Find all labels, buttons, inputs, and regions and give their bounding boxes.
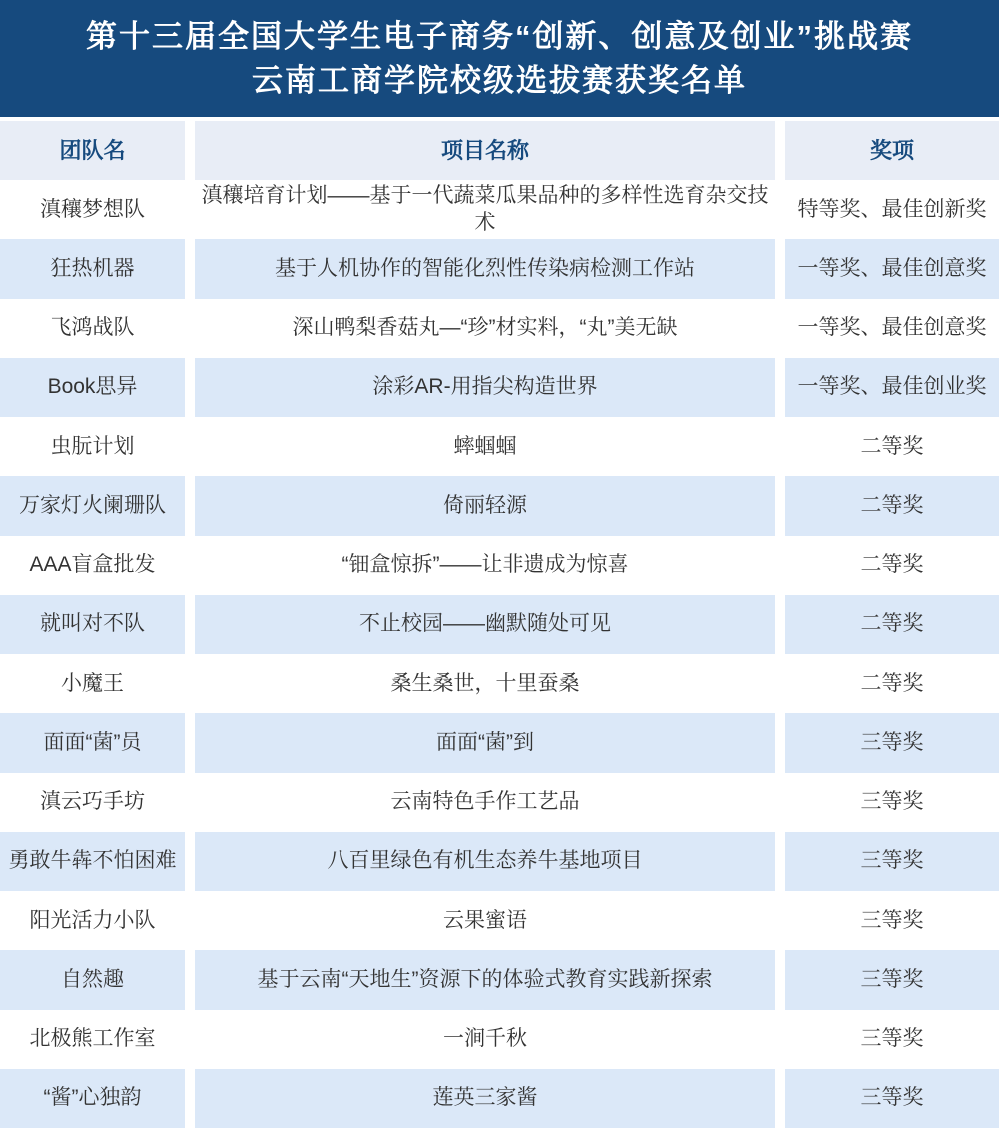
project-cell: 基于云南“天地生”资源下的体验式教育实践新探索 [195,950,775,1009]
table-row [0,536,999,595]
project-cell: 一涧千秋 [195,1010,775,1069]
award-cell: 三等奖 [785,950,999,1009]
award-cell: 三等奖 [785,773,999,832]
table-row [0,1069,999,1128]
team-cell: 自然趣 [0,950,185,1009]
project-cell: 云南特色手作工艺品 [195,773,775,832]
award-cell: 三等奖 [785,1010,999,1069]
team-cell: 万家灯火阑珊队 [0,476,185,535]
project-cell: 八百里绿色有机生态养牛基地项目 [195,832,775,891]
project-cell: 涂彩AR-用指尖构造世界 [195,358,775,417]
awards-table [0,121,999,1128]
table-row [0,713,999,772]
team-cell: 滇云巧手坊 [0,773,185,832]
table-row [0,358,999,417]
project-cell: 桑生桑世，十里蚕桑 [195,654,775,713]
team-cell: 阳光活力小队 [0,891,185,950]
award-cell: 二等奖 [785,476,999,535]
team-cell: “酱”心独韵 [0,1069,185,1128]
award-cell: 三等奖 [785,891,999,950]
table-row [0,417,999,476]
column-header-team: 团队名 [0,121,185,180]
table-row [0,595,999,654]
table-row [0,239,999,298]
column-header-project: 项目名称 [195,121,775,180]
team-cell: 虫朊计划 [0,417,185,476]
table-row [0,832,999,891]
project-cell: 滇穰培育计划——基于一代蔬菜瓜果品种的多样性选育杂交技术 [195,180,775,239]
team-cell: 小魔王 [0,654,185,713]
award-cell: 三等奖 [785,832,999,891]
award-cell: 二等奖 [785,654,999,713]
award-cell: 特等奖、最佳创新奖 [785,180,999,239]
table-body [0,180,999,1128]
team-cell: Book思异 [0,358,185,417]
project-cell: 基于人机协作的智能化烈性传染病检测工作站 [195,239,775,298]
table-row [0,476,999,535]
team-cell: 飞鸿战队 [0,299,185,358]
project-cell: 云果蜜语 [195,891,775,950]
award-cell: 一等奖、最佳创意奖 [785,239,999,298]
team-cell: 北极熊工作室 [0,1010,185,1069]
award-cell: 三等奖 [785,713,999,772]
team-cell: 狂热机器 [0,239,185,298]
award-cell: 三等奖 [785,1069,999,1128]
table-row [0,1010,999,1069]
table-row [0,950,999,1009]
team-cell: 滇穰梦想队 [0,180,185,239]
project-cell: 倚丽轻源 [195,476,775,535]
title-line-2: 云南工商学院校级选拔赛获奖名单 [252,62,747,98]
table-row [0,299,999,358]
project-cell: 蟀蝈蝈 [195,417,775,476]
project-cell: 莲英三家酱 [195,1069,775,1128]
award-cell: 一等奖、最佳创意奖 [785,299,999,358]
team-cell: AAA盲盒批发 [0,536,185,595]
award-cell: 二等奖 [785,595,999,654]
team-cell: 勇敢牛犇不怕困难 [0,832,185,891]
award-cell: 二等奖 [785,536,999,595]
project-cell: 不止校园——幽默随处可见 [195,595,775,654]
project-cell: “钿盒惊拆”——让非遗成为惊喜 [195,536,775,595]
column-header-award: 奖项 [785,121,999,180]
title-line-1: 第十三届全国大学生电子商务“创新、创意及创业”挑战赛 [86,18,913,54]
award-cell: 一等奖、最佳创业奖 [785,358,999,417]
table-row [0,180,999,239]
team-cell: 面面“菌”员 [0,713,185,772]
award-cell: 二等奖 [785,417,999,476]
project-cell: 面面“菌”到 [195,713,775,772]
team-cell: 就叫对不队 [0,595,185,654]
table-row [0,773,999,832]
table-row [0,654,999,713]
page-title [0,0,999,121]
project-cell: 深山鸭梨香菇丸—“珍”材实料，“丸”美无缺 [195,299,775,358]
table-header-row [0,121,999,180]
table-row [0,891,999,950]
